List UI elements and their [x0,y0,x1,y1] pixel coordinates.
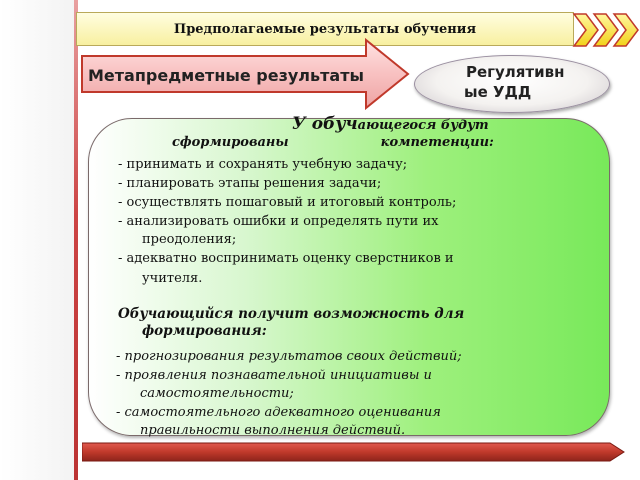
competencies-heading [116,116,586,152]
meta-results-label: Метапредметные результаты [88,66,364,85]
skills-list [118,156,598,286]
heading-rest: ающегося будут [357,118,489,133]
slide-title: Предполагаемые результаты обучения [173,21,477,37]
regulatory-line-2: ые УДД [464,83,532,101]
list-item-continuation: учителя. [142,271,203,286]
opportunities-heading-line-1: Обучающийся получит возможность для [118,306,465,322]
opportunities-list [116,348,602,444]
list-item: - адекватно воспринимать оценку сверстников и [118,251,454,266]
regulatory-udd-label [446,62,606,106]
list-item: - самостоятельного адекватного оценивания [116,405,441,420]
opportunities-heading-line-2: формирования: [142,323,267,339]
chevron-arrows-icon [572,10,640,50]
list-item: - прогнозирования результатов своих действий; [116,349,462,364]
list-item-continuation: преодоления; [142,232,237,247]
regulatory-line-1: Регулятивн [466,63,565,81]
list-item: - планировать этапы решения задачи; [118,176,382,191]
list-item-continuation: правильности выполнения действий. [140,423,406,438]
opportunities-heading [118,306,598,342]
left-margin-panel [0,0,74,480]
list-item-continuation: самостоятельности; [140,386,294,401]
list-item: - анализировать ошибки и определять пути их [118,214,439,229]
bottom-arrow-bar [82,441,626,463]
list-item: - проявления познавательной инициативы и [116,368,432,383]
chevron-1-icon [574,14,598,46]
heading-word-formed: сформированы [172,135,289,150]
list-item: - осуществлять пошаговый и итоговый контроль; [118,195,457,210]
left-accent-stripe [74,0,78,480]
heading-big-part: У обуч [292,114,358,134]
heading-word-competencies: компетенции: [380,135,494,150]
list-item: - принимать и сохранять учебную задачу; [118,157,408,172]
